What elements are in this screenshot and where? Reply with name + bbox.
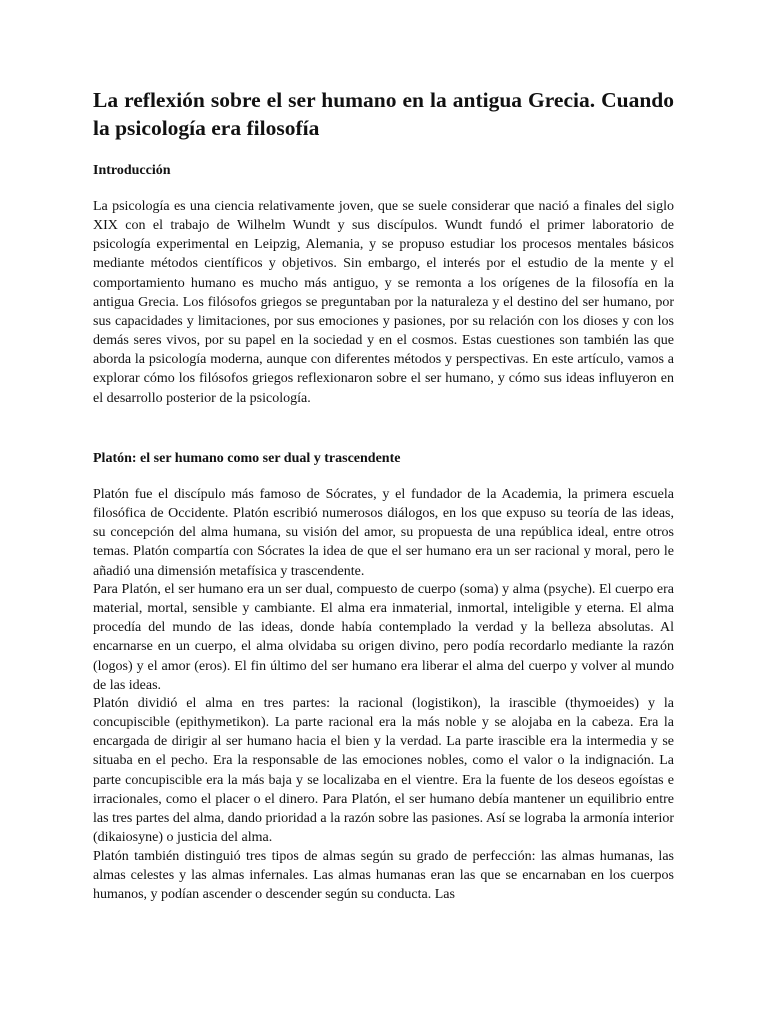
paragraph-platon-1: Platón fue el discípulo más famoso de Sócrates, y el fundador de la Academia, la primera escuela filosófica de Occidente. Platón escribió numerosos diálogos, en los que expuso su teoría de las ideas, su concepción del alma humana, su visión del amor, su propuesta de una república ideal, entre otros temas. Platón compartía con Sócrates la idea de que el ser humano era un ser racional y moral, pero le añadió una dimensión metafísica y trascendente. — [93, 487, 674, 579]
document-title: La reflexión sobre el ser humano en la antigua Grecia. Cuando la psicología era filosofía — [93, 88, 674, 140]
paragraph-platon-4: Platón también distinguió tres tipos de almas según su grado de perfección: las almas humanas, las almas celestes y las almas infernales. Las almas humanas eran las que se encarnaban en los cuerpos humanos, y podían ascender o descender según su conducta. Las — [93, 849, 674, 903]
paragraph-introduccion: La psicología es una ciencia relativamente joven, que se suele considerar que nació a finales del siglo XIX con el trabajo de Wilhelm Wundt y sus discípulos. Wundt fundó el primer laboratorio de psicología experimental en Leipzig, Alemania, y se propuso estudiar los procesos mentales básicos mediante métodos científicos y objetivos. Sin embargo, el interés por el estudio de la mente y el comportamiento humano es mucho más antiguo, y se remonta a los orígenes de la filosofía en la antigua Grecia. Los filósofos griegos se preguntaban por la naturaleza y el destino del ser humano, por sus capacidades y limitaciones, por sus emociones y pasiones, por su relación con los dioses y con los demás seres vivos, por su papel en la sociedad y en el cosmos. Estas cuestiones son también las que aborda la psicología moderna, aunque con diferentes métodos y perspectivas. En este artículo, vamos a explorar cómo los filósofos griegos reflexionaron sobre el ser humano, y cómo sus ideas influyeron en el desarrollo posterior de la psicología. — [93, 199, 674, 406]
paragraph-platon-2: Para Platón, el ser humano era un ser dual, compuesto de cuerpo (soma) y alma (psyche). El cuerpo era material, mortal, sensible y cambiante. El alma era inmaterial, inmortal, inteligible y eterna. El alma procedía del mundo de las ideas, donde había contemplado la verdad y la belleza absolutas. Al encarnarse en un cuerpo, el alma olvidaba su origen divino, pero podía recordarlo mediante la razón (logos) y el amor (eros). El fin último del ser humano era liberar el alma del cuerpo y volver al mundo de las ideas. — [93, 582, 674, 693]
section-heading-platon: Platón: el ser humano como ser dual y trascendente — [93, 451, 401, 466]
paragraph-platon-3: Platón dividió el alma en tres partes: la racional (logistikon), la irascible (thymoeides) y la concupiscible (epithymetikon). La parte racional era la más noble y se alojaba en la cabeza. Era la encargada de dirigir al ser humano hacia el bien y la verdad. La parte irascible era la intermedia y se situaba en el pecho. Era la responsable de las emociones nobles, como el valor o la indignación. La parte concupiscible era la más baja y se localizaba en el vientre. Era la fuente de los deseos egoístas e irracionales, como el placer o el dinero. Para Platón, el ser humano debía mantener un equilibrio entre las tres partes del alma, dando prioridad a la razón sobre las pasiones. Así se lograba la armonía interior (dikaiosyne) o justicia del alma. — [93, 696, 674, 846]
section-heading-introduccion: Introducción — [93, 163, 171, 178]
